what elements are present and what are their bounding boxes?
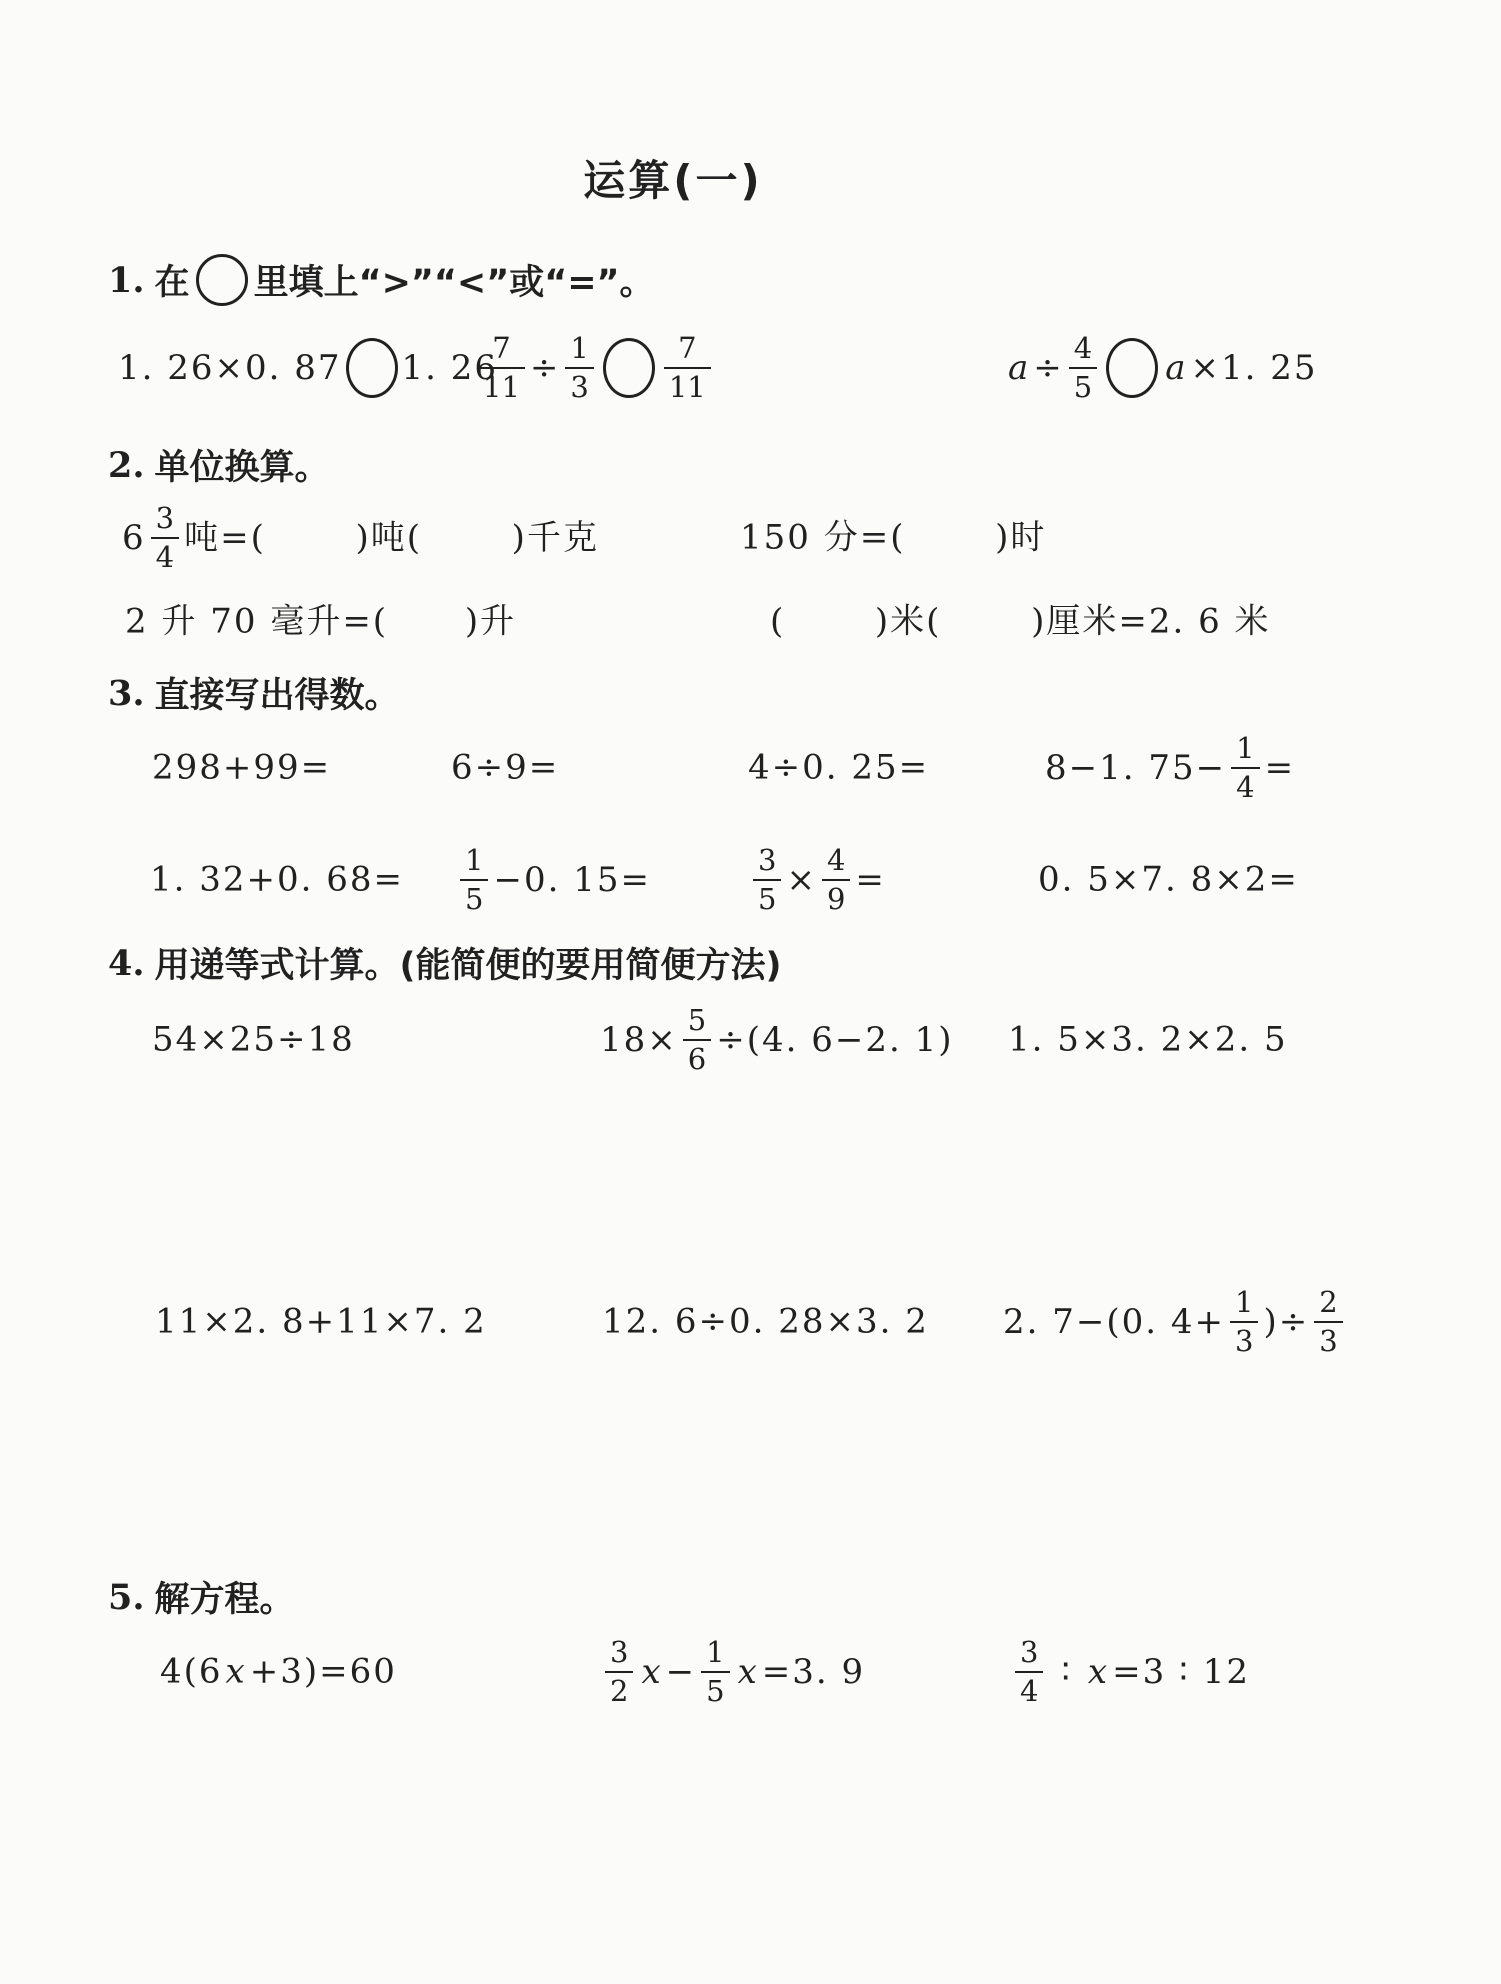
question-1-heading-text: 在 里填上“>”“<”或“=”。: [155, 254, 655, 306]
fraction: $\frac{1}{3}$: [1230, 1288, 1258, 1356]
answer-circle: [1106, 338, 1158, 398]
fraction: $\frac{7}{11}$: [478, 334, 525, 402]
question-1-number: 1.: [108, 259, 145, 301]
math-expression: $\frac{1}{5}$ −0. 15=: [455, 846, 651, 914]
math-expression: $\frac{7}{11}$ ÷ $\frac{1}{3}$ $\frac{7}{11}$: [473, 334, 716, 402]
fraction: $\frac{5}{6}$: [683, 1006, 711, 1074]
math-expression: 1. 32+0. 68=: [150, 859, 404, 900]
fraction: $\frac{4}{9}$: [822, 846, 850, 914]
math-expression: ( )米( )厘米=2. 6 米: [770, 601, 1271, 642]
answer-circle: [603, 338, 655, 398]
math-expression: 2. 7−(0. 4+ $\frac{1}{3}$ )÷ $\frac{2}{3}$: [1003, 1288, 1348, 1356]
math-expression: 0. 5×7. 8×2=: [1038, 859, 1299, 900]
question-5-heading-text: 解方程。: [154, 1580, 295, 1620]
question-4-heading: [108, 938, 782, 988]
fraction: $\frac{4}{5}$: [1069, 334, 1097, 402]
fraction: $\frac{1}{5}$: [701, 1638, 729, 1706]
math-expression: 11×2. 8+11×7. 2: [155, 1301, 487, 1342]
math-expression: 6÷9=: [451, 747, 560, 788]
math-expression: 18× $\frac{5}{6}$ ÷(4. 6−2. 1): [600, 1003, 954, 1076]
question-5-heading: [108, 1572, 295, 1622]
question-2-heading-text: 单位换算。: [154, 448, 330, 488]
question-4-heading-text: 用递等式计算。(能简便的要用简便方法): [154, 946, 782, 986]
fraction: $\frac{1}{5}$: [460, 846, 488, 914]
question-3-heading: [108, 668, 400, 718]
fraction: $\frac{3}{2}$: [605, 1638, 633, 1706]
answer-circle: [196, 254, 248, 306]
fraction: $\frac{3}{5}$: [753, 846, 781, 914]
math-expression: a ÷ $\frac{4}{5}$ a ×1. 25: [1008, 331, 1318, 404]
answer-circle: [346, 338, 398, 398]
question-3-heading-text: 直接写出得数。: [154, 676, 400, 716]
fraction: $\frac{3}{4}$: [1015, 1638, 1043, 1706]
fraction: $\frac{1}{4}$: [1231, 734, 1259, 802]
question-5-number: 5.: [108, 1576, 145, 1618]
math-expression: 4÷0. 25=: [748, 747, 930, 788]
question-2-heading: [108, 440, 330, 490]
math-expression: 298+99=: [152, 747, 332, 788]
math-expression: 1. 26×0. 87 1. 26: [118, 338, 498, 398]
fraction: $\frac{3}{4}$: [151, 504, 179, 572]
math-expression: $\frac{3}{2}$ x − $\frac{1}{5}$ x =3. 9: [600, 1638, 865, 1706]
math-expression: $\frac{3}{4}$ ∶ x =3 ∶ 12: [1010, 1638, 1250, 1706]
question-4-number: 4.: [108, 942, 145, 984]
page-title: 运算(一): [583, 156, 763, 205]
math-expression: 54×25÷18: [152, 1019, 355, 1060]
math-expression: 8−1. 75− $\frac{1}{4}$ =: [1045, 731, 1296, 804]
math-expression: 6 $\frac{3}{4}$ 吨=( )吨( )千克: [122, 501, 599, 574]
math-expression: $\frac{3}{5}$ × $\frac{4}{9}$ =: [748, 846, 886, 914]
question-2-number: 2.: [108, 444, 145, 486]
math-expression: 1. 5×3. 2×2. 5: [1008, 1019, 1288, 1060]
fraction: $\frac{2}{3}$: [1314, 1288, 1342, 1356]
math-expression: 12. 6÷0. 28×3. 2: [602, 1301, 929, 1342]
math-expression: 2 升 70 毫升=( )升: [125, 601, 517, 642]
fraction: $\frac{7}{11}$: [664, 334, 711, 402]
question-1-heading: [108, 254, 655, 306]
fraction: $\frac{1}{3}$: [565, 334, 593, 402]
math-expression: 4(6 x +3)=60: [160, 1651, 397, 1692]
question-3-number: 3.: [108, 672, 145, 714]
math-expression: 150 分=( )时: [740, 517, 1047, 558]
